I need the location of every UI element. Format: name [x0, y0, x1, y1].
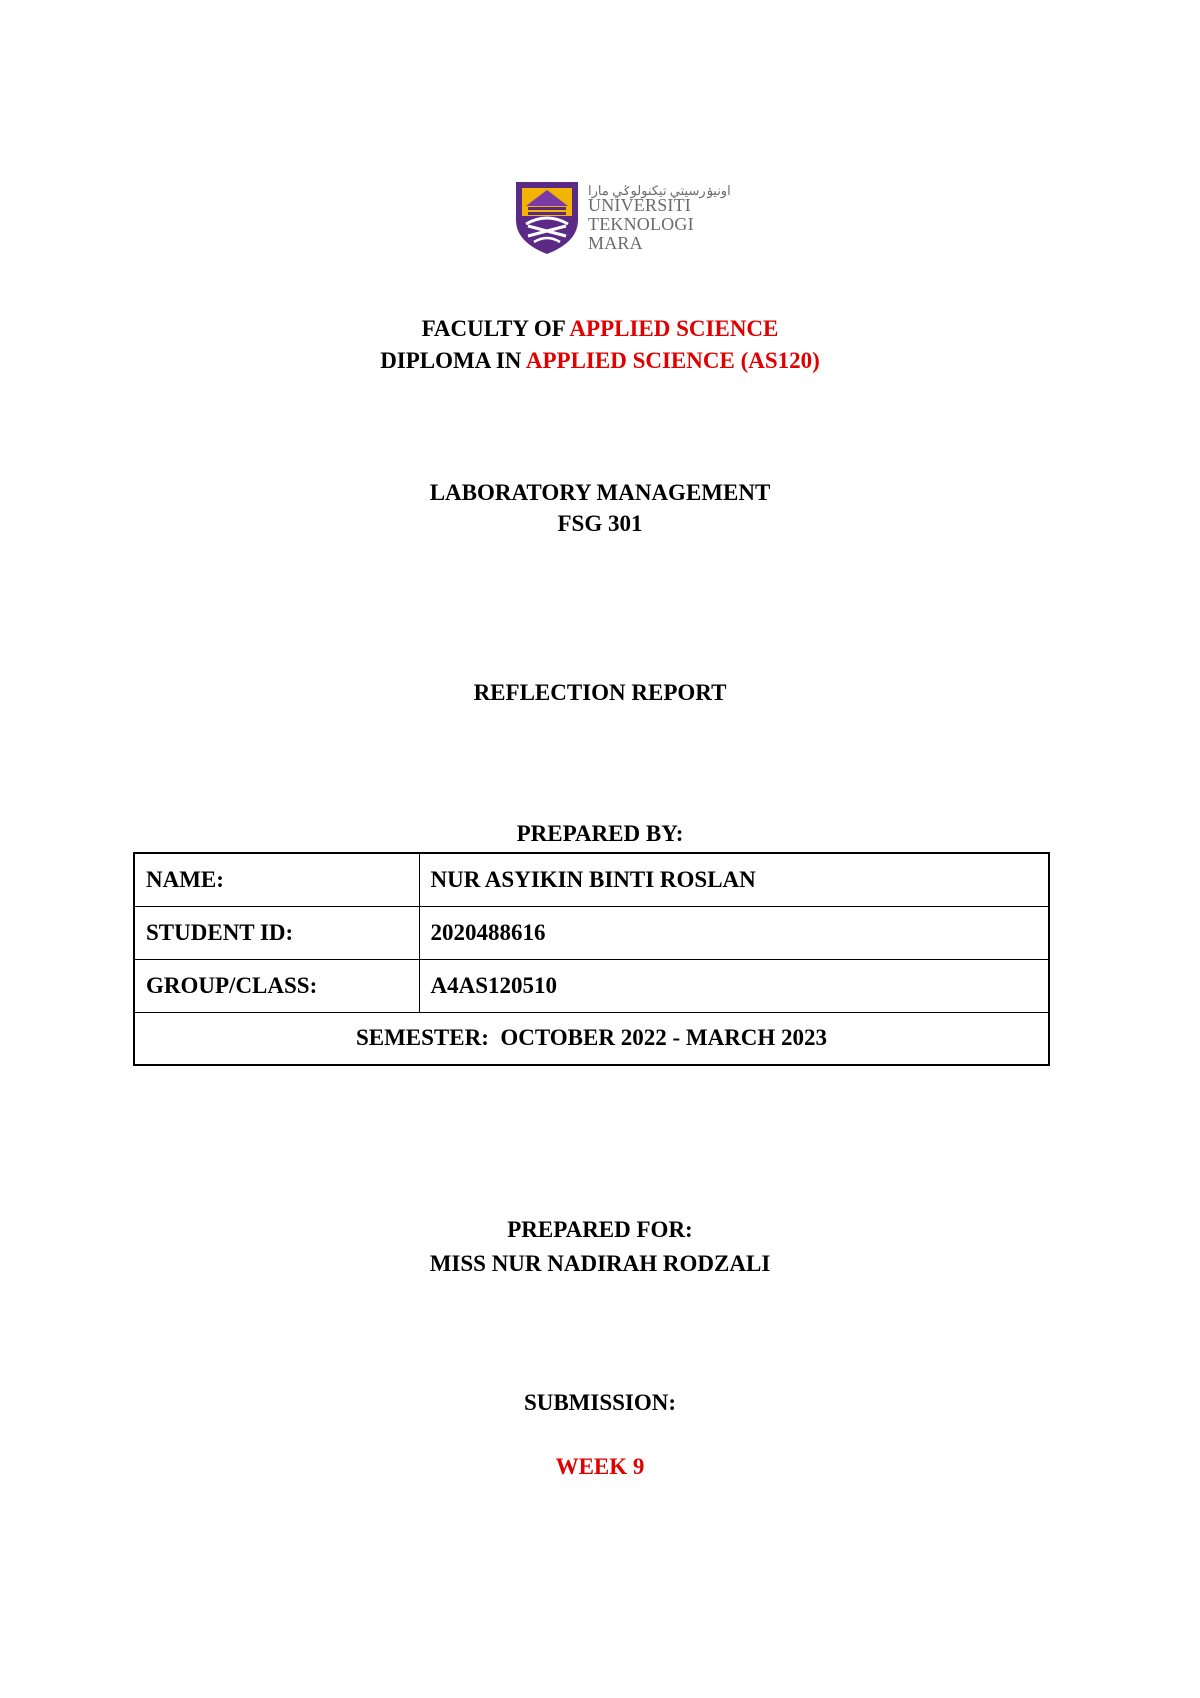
name-value: NUR ASYIKIN BINTI ROSLAN: [419, 853, 1049, 906]
faculty-line: [0, 314, 1200, 344]
diploma-name: APPLIED SCIENCE (AS120): [525, 348, 820, 373]
student-id-label: STUDENT ID:: [134, 906, 419, 959]
logo-word-universiti: اونيۏرسيتي تيکنولوݢي مارا: [588, 183, 731, 198]
logo-word-universiti: UNIVERSITI: [588, 195, 691, 215]
table-row: [134, 1012, 1049, 1065]
table-row: [134, 906, 1049, 959]
prepared-for-heading: PREPARED FOR:: [507, 1217, 693, 1242]
table-row: [134, 959, 1049, 1012]
diploma-line: [0, 346, 1200, 376]
name-label: NAME:: [134, 853, 419, 906]
group-class-value: A4AS120510: [419, 959, 1049, 1012]
university-logo: [512, 176, 731, 256]
student-id-value: 2020488616: [419, 906, 1049, 959]
table-row: [134, 853, 1049, 906]
group-class-label: GROUP/CLASS:: [134, 959, 419, 1012]
submission-week: WEEK 9: [555, 1454, 645, 1479]
semester-cell: SEMESTER: OCTOBER 2022 - MARCH 2023: [134, 1012, 1049, 1065]
report-title: REFLECTION REPORT: [473, 680, 727, 705]
diploma-prefix: DIPLOMA IN: [380, 348, 526, 373]
prepared-by-heading: PREPARED BY:: [516, 821, 684, 846]
course-code: FSG 301: [557, 511, 643, 536]
submission-heading: SUBMISSION:: [523, 1390, 677, 1415]
logo-word-mara: MARA: [588, 233, 643, 253]
course-title: LABORATORY MANAGEMENT: [429, 480, 771, 505]
faculty-prefix: FACULTY OF: [421, 316, 570, 341]
student-info-table: [133, 852, 1050, 1066]
uitm-crest-icon: [512, 176, 582, 256]
lecturer-name: MISS NUR NADIRAH RODZALI: [429, 1251, 771, 1276]
logo-word-teknologi: TEKNOLOGI: [588, 214, 694, 234]
faculty-name: APPLIED SCIENCE: [569, 316, 779, 341]
